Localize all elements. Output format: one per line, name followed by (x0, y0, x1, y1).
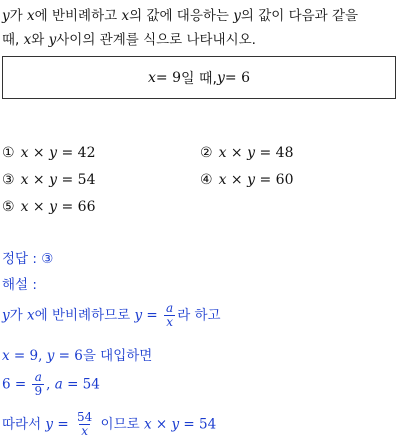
option-marker: ④ (200, 172, 213, 188)
numerator: a (34, 370, 42, 384)
op: × (151, 416, 172, 433)
var: y (2, 307, 10, 324)
var: x (2, 348, 10, 364)
text: 일 때, (181, 70, 217, 87)
text: 의 값이 다음과 같을 (240, 8, 359, 24)
text: 가 (9, 8, 27, 24)
numerator: 54 (76, 410, 93, 424)
denominator: 9 (34, 384, 43, 398)
var: y (247, 172, 256, 188)
option-3[interactable] (2, 172, 95, 188)
var: y (48, 32, 57, 48)
condition-box (2, 56, 396, 99)
op: = 48 (255, 145, 294, 161)
text: 와 (31, 32, 49, 48)
text: 따라서 (2, 416, 46, 433)
text: 사이의 관계를 식으로 나타내시오. (56, 32, 256, 48)
option-marker: ① (2, 145, 15, 161)
text: 라 하고 (177, 307, 221, 324)
option-marker: ⑤ (2, 199, 15, 215)
var: x (26, 307, 35, 324)
explanation-step-3 (2, 371, 100, 398)
denominator: x (81, 424, 88, 438)
op: × (28, 199, 50, 215)
equation: = 54 (179, 416, 217, 433)
explanation-label: 해설 : (2, 277, 37, 293)
var: x (218, 172, 227, 188)
var: x (20, 199, 29, 215)
equation: = 6 (224, 69, 250, 86)
fraction (75, 411, 94, 438)
option-marker: ② (200, 145, 213, 161)
op: = 42 (57, 145, 96, 161)
op: × (226, 172, 248, 188)
option-2[interactable] (200, 145, 293, 161)
var: y (45, 416, 54, 433)
op: × (28, 145, 50, 161)
explanation-step-2 (2, 344, 152, 364)
var: x (121, 8, 130, 24)
equation: = 54 (62, 376, 100, 393)
var: y (134, 307, 143, 324)
answer-value: ③ (41, 251, 54, 267)
var: x (218, 145, 227, 161)
equals: = (142, 307, 163, 324)
text: 의 값에 대응하는 (129, 8, 234, 24)
equation: = 9, (9, 348, 47, 364)
equation: 6 = (2, 376, 31, 393)
equals: = (53, 416, 73, 433)
var: y (49, 172, 58, 188)
text: 에 반비례하고 (34, 8, 122, 24)
var: y (46, 348, 55, 364)
denominator: x (166, 315, 173, 329)
answer-label: 정답 : (2, 251, 42, 267)
text: 이므로 (96, 416, 144, 433)
var: x (26, 8, 35, 24)
op: = 54 (57, 172, 96, 188)
var: y (247, 145, 256, 161)
var: y (49, 145, 58, 161)
option-1[interactable] (2, 145, 95, 161)
var: x (143, 416, 152, 433)
option-4[interactable] (200, 172, 293, 188)
text: 에 반비례하므로 (34, 307, 135, 324)
var: x (20, 172, 29, 188)
equation: = 6 (54, 348, 83, 364)
fraction (32, 371, 44, 398)
equation: = 9 (155, 69, 182, 86)
numerator: a (166, 301, 174, 315)
question-line-1 (2, 4, 358, 24)
var: x (23, 32, 32, 48)
var: y (233, 8, 241, 24)
var: a (54, 376, 63, 393)
text: 때, (2, 32, 24, 48)
text: , (46, 376, 55, 393)
option-5[interactable] (2, 199, 95, 215)
var: y (171, 416, 180, 433)
var: x (148, 69, 156, 86)
text: 가 (9, 307, 27, 324)
var: y (216, 69, 225, 86)
op: × (28, 172, 50, 188)
explanation-step-4 (2, 411, 216, 438)
fraction (164, 302, 175, 329)
op: = 66 (57, 199, 96, 215)
var: y (49, 199, 58, 215)
text: 을 대입하면 (82, 348, 153, 364)
answer-line (2, 247, 53, 267)
op: = 60 (255, 172, 294, 188)
var: y (2, 8, 10, 24)
option-marker: ③ (2, 172, 15, 188)
explanation-step-1 (2, 302, 221, 329)
var: x (20, 145, 29, 161)
question-line-2 (2, 28, 256, 48)
op: × (226, 145, 248, 161)
